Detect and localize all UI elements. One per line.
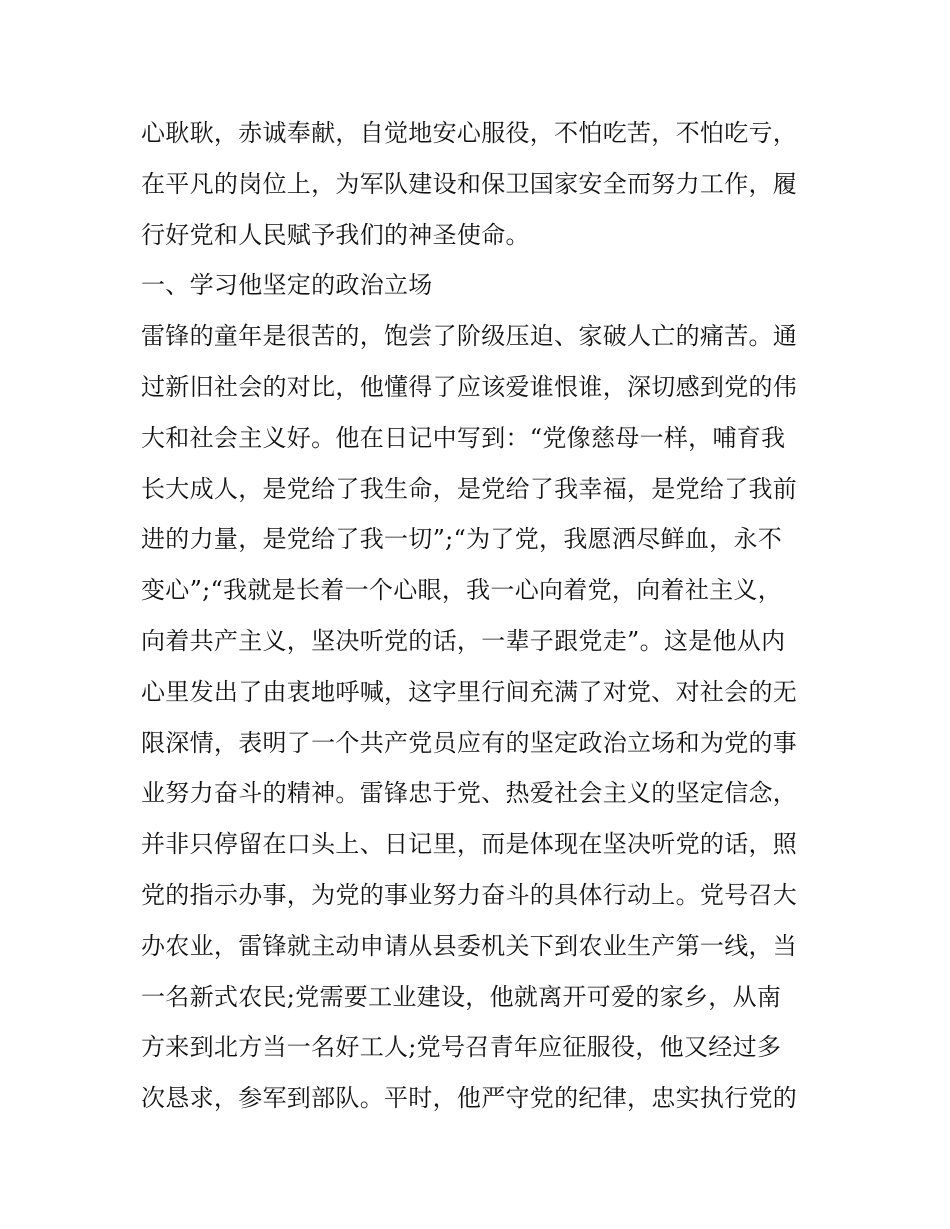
text-line: 方来到北方当一名好工人;党号召青年应征服役，他又经过多 — [141, 1033, 782, 1062]
text-line: 在平凡的岗位上，为军队建设和保卫国家安全而努力工作，履 — [141, 169, 798, 198]
text-line: 进的力量，是党给了我一切”;“为了党，我愿洒尽鲜血，永不 — [141, 525, 783, 554]
text-line: 行好党和人民赋予我们的神圣使命。 — [141, 220, 530, 249]
text-line: 党的指示办事，为党的事业努力奋斗的具体行动上。党号召大 — [141, 880, 798, 909]
text-line: 业努力奋斗的精神。雷锋忠于党、热爱社会主义的坚定信念， — [141, 779, 798, 808]
text-line: 一名新式农民;党需要工业建设，他就离开可爱的家乡，从南 — [141, 982, 782, 1011]
text-line: 向着共产主义，坚决听党的话，一辈子跟党走”。这是他从内 — [141, 626, 786, 655]
text-line: 变心”;“我就是长着一个心眼，我一心向着党，向着社主义， — [141, 576, 783, 605]
text-line: 次恳求，参军到部队。平时，他严守党的纪律，忠实执行党的 — [141, 1084, 798, 1113]
body-text — [141, 108, 821, 1124]
text-line: 心里发出了由衷地呼喊，这字里行间充满了对党、对社会的无 — [141, 677, 798, 706]
text-line: 办农业，雷锋就主动申请从县委机关下到农业生产第一线，当 — [141, 931, 798, 960]
text-line: 并非只停留在口头上、日记里，而是体现在坚决听党的话，照 — [141, 830, 798, 859]
text-line: 心耿耿，赤诚奉献，自觉地安心服役，不怕吃苦，不怕吃亏， — [141, 119, 798, 147]
text-line: 过新旧社会的对比，他懂得了应该爱谁恨谁，深切感到党的伟 — [141, 372, 798, 401]
text-line: 限深情，表明了一个共产党员应有的坚定政治立场和为党的事 — [141, 728, 798, 757]
text-line: 长大成人，是党给了我生命，是党给了我幸福，是党给了我前 — [141, 474, 798, 503]
text-line: 大和社会主义好。他在日记中写到：“党像慈母一样，哺育我 — [141, 423, 786, 452]
section-heading: 一、学习他坚定的政治立场 — [141, 271, 433, 300]
text-line: 雷锋的童年是很苦的，饱尝了阶级压迫、家破人亡的痛苦。通 — [141, 322, 798, 351]
